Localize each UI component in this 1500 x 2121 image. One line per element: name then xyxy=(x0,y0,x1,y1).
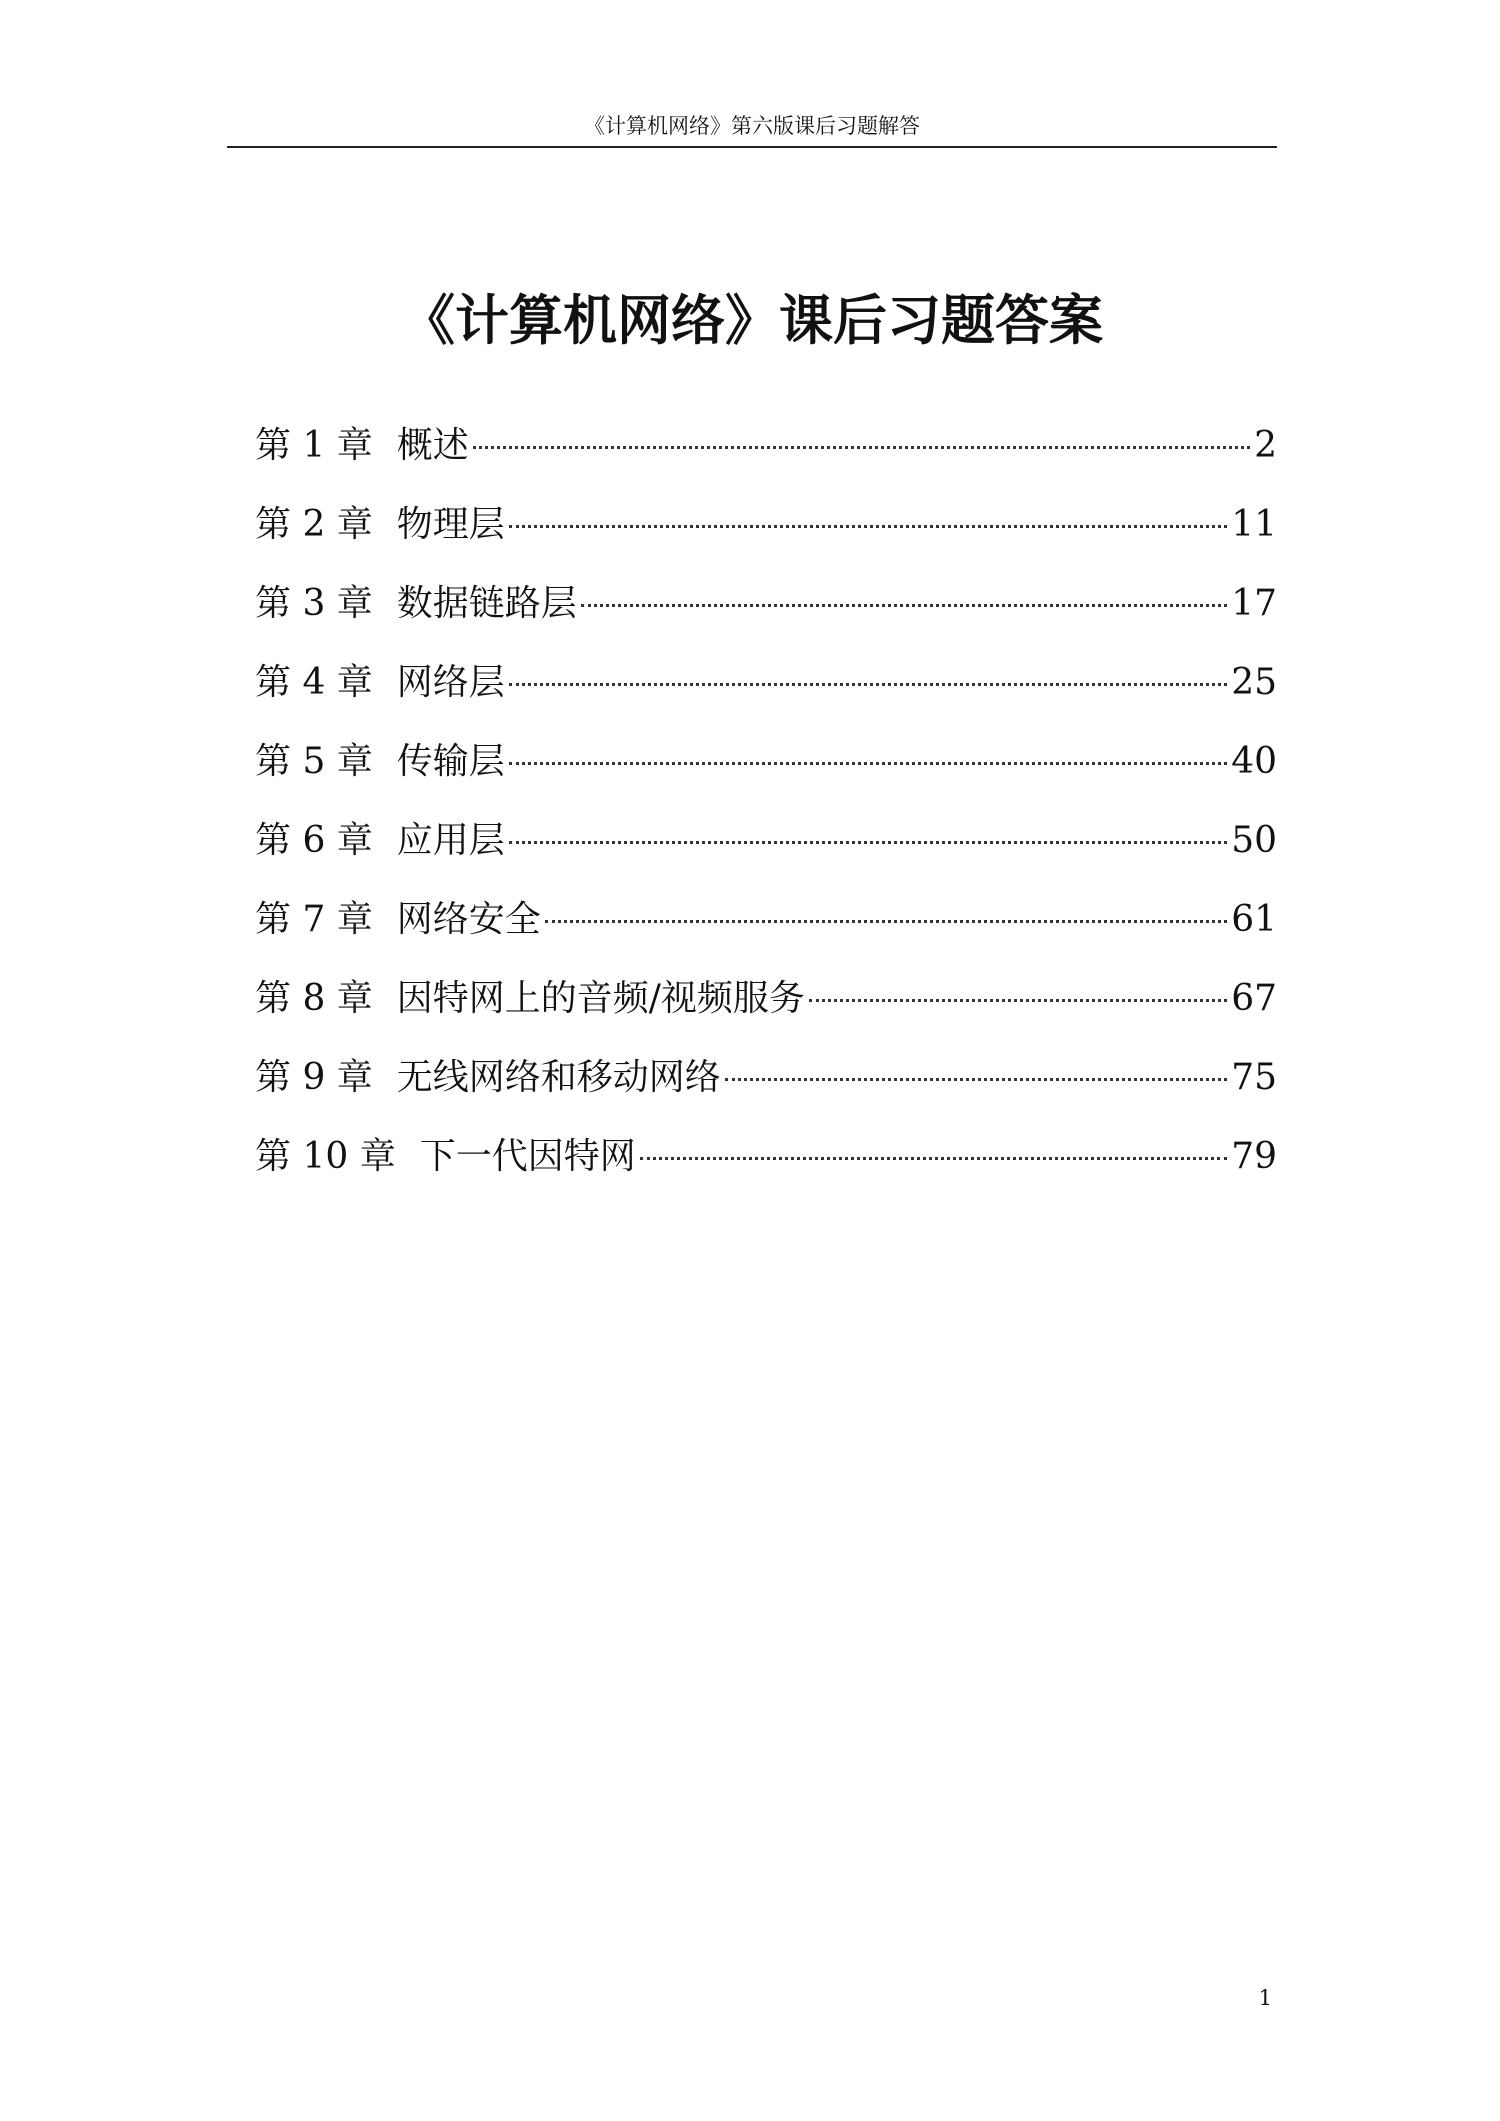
toc-page-number: 75 xyxy=(1231,1057,1277,1098)
toc-chapter-number: 第 3 章 xyxy=(255,583,373,624)
toc-chapter-number: 第 9 章 xyxy=(255,1057,373,1098)
toc-entry-chapter-3[interactable] xyxy=(255,576,1277,655)
toc-page-number: 40 xyxy=(1231,741,1277,782)
toc-dot-leader xyxy=(473,446,1250,449)
page-number: 1 xyxy=(1258,1986,1272,2010)
toc-chapter-number: 第 10 章 xyxy=(255,1136,396,1177)
toc-chapter-title: 无线网络和移动网络 xyxy=(396,1057,721,1098)
toc-chapter-number: 第 7 章 xyxy=(255,899,373,940)
toc-chapter-number: 第 1 章 xyxy=(255,425,373,466)
toc-chapter-number: 第 5 章 xyxy=(255,741,373,782)
toc-dot-leader xyxy=(581,604,1227,607)
toc-chapter-title: 网络安全 xyxy=(396,899,541,940)
toc-chapter-number: 第 8 章 xyxy=(255,978,373,1019)
toc-dot-leader xyxy=(509,762,1227,765)
toc-entry-chapter-4[interactable] xyxy=(255,655,1277,734)
document-title: 《计算机网络》课后习题答案 xyxy=(401,289,1103,352)
toc-entry-chapter-5[interactable] xyxy=(255,734,1277,813)
toc-page-number: 2 xyxy=(1254,425,1277,466)
toc-entry-chapter-2[interactable] xyxy=(255,497,1277,576)
toc-chapter-title: 因特网上的音频/视频服务 xyxy=(396,978,805,1019)
toc-entry-chapter-9[interactable] xyxy=(255,1050,1277,1129)
toc-chapter-title: 概述 xyxy=(396,425,469,466)
running-header: 《计算机网络》第六版课后习题解答 xyxy=(584,114,920,138)
toc-page-number: 50 xyxy=(1231,820,1277,861)
toc-page-number: 61 xyxy=(1231,899,1277,940)
toc-dot-leader xyxy=(545,920,1227,923)
header-divider xyxy=(227,146,1277,148)
toc-dot-leader xyxy=(809,999,1227,1002)
toc-chapter-title: 数据链路层 xyxy=(396,583,577,624)
toc-chapter-number: 第 6 章 xyxy=(255,820,373,861)
toc-dot-leader xyxy=(640,1157,1227,1160)
toc-chapter-title: 传输层 xyxy=(396,741,505,782)
toc-chapter-title: 网络层 xyxy=(396,662,505,703)
toc-page-number: 11 xyxy=(1231,504,1277,545)
toc-entry-chapter-10[interactable] xyxy=(255,1129,1277,1208)
toc-chapter-title: 下一代因特网 xyxy=(419,1136,636,1177)
toc-entry-chapter-7[interactable] xyxy=(255,892,1277,971)
toc-dot-leader xyxy=(509,525,1227,528)
toc-entry-chapter-8[interactable] xyxy=(255,971,1277,1050)
table-of-contents xyxy=(255,418,1277,1208)
toc-chapter-number: 第 4 章 xyxy=(255,662,373,703)
toc-dot-leader xyxy=(509,841,1227,844)
toc-dot-leader xyxy=(725,1078,1227,1081)
toc-chapter-title: 应用层 xyxy=(396,820,505,861)
toc-entry-chapter-1[interactable] xyxy=(255,418,1277,497)
toc-page-number: 79 xyxy=(1231,1136,1277,1177)
toc-chapter-number: 第 2 章 xyxy=(255,504,373,545)
toc-entry-chapter-6[interactable] xyxy=(255,813,1277,892)
toc-page-number: 67 xyxy=(1231,978,1277,1019)
toc-chapter-title: 物理层 xyxy=(396,504,505,545)
toc-page-number: 17 xyxy=(1231,583,1277,624)
toc-page-number: 25 xyxy=(1231,662,1277,703)
toc-dot-leader xyxy=(509,683,1227,686)
